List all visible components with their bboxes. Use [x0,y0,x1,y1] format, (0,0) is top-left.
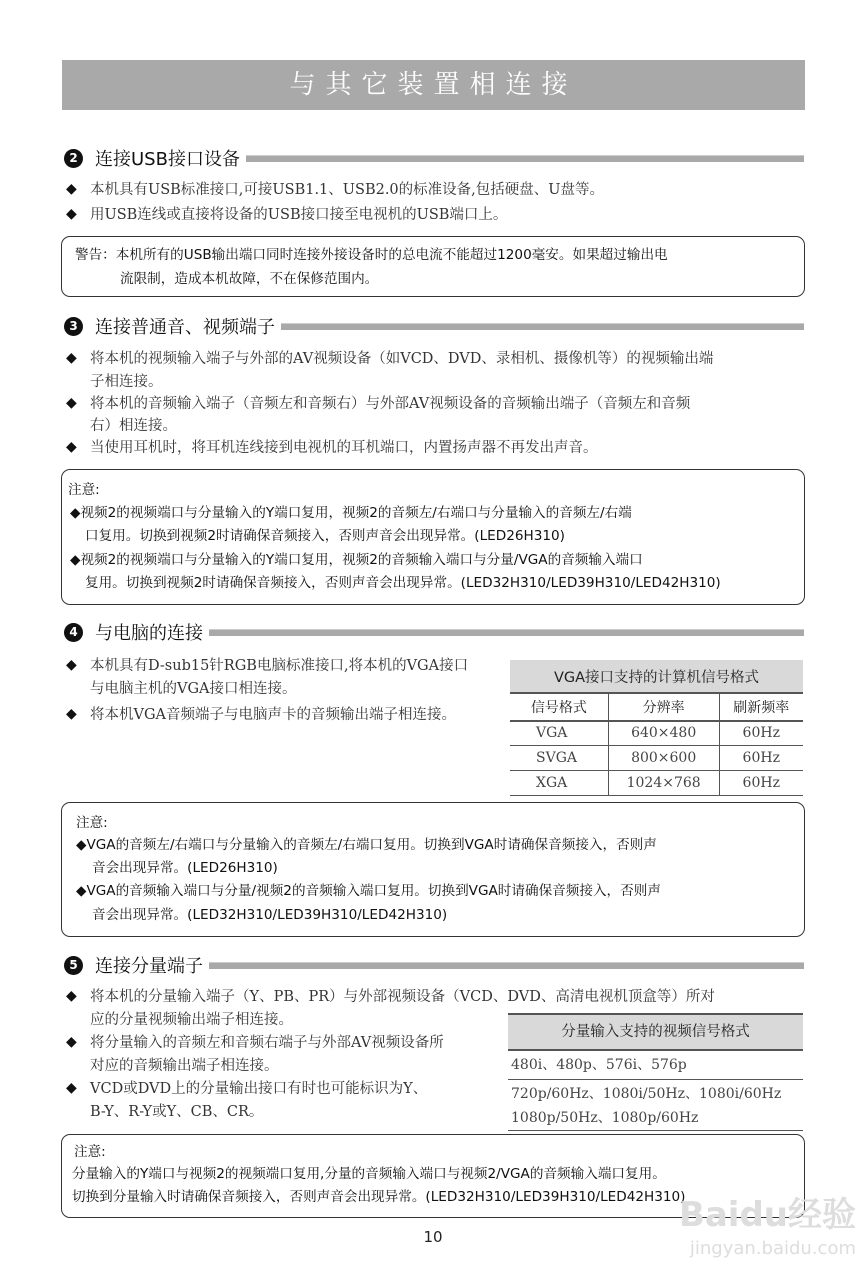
section-heading-pc [62,619,804,645]
bullet-text: 应的分量视频输出端子相连接。 [90,1012,293,1028]
table-cell: 1080p/50Hz、1080p/60Hz [511,1110,699,1126]
bullet-icon: ◆ [66,988,77,1004]
section-heading-usb [62,145,804,171]
bullet-text: 本机具有D-sub15针RGB电脑标准接口,将本机的VGA接口 [90,658,469,674]
watermark-url: jingyan.baidu.com [689,1238,856,1259]
bullet-text: 与电脑主机的VGA接口相连接。 [90,681,297,697]
table-row: 480i、480p、576i、576p [508,1051,803,1080]
table-row [510,770,803,795]
table-cell: XGA [510,770,608,795]
section-number: 5 [64,956,83,975]
bullet-icon: ◆ [66,350,77,366]
bullet-text: 本机具有USB标准接口,可接USB1.1、USB2.0的标准设备,包括硬盘、U盘等。 [90,182,604,198]
bullet-text: 将本机的视频输入端子与外部的AV视频设备（如VCD、DVD、录相机、摄像机等）的视频输出端 [90,351,714,367]
section-title: 连接USB接口设备 [95,149,240,170]
bullet-text: 当使用耳机时，将耳机连线接到电视机的耳机端口，内置扬声器不再发出声音。 [90,440,598,456]
section-heading-av [62,313,804,339]
table-cell: 60Hz [742,749,780,766]
vga-format-table [510,660,803,796]
bullet-text: 将分量输入的音频左和音频右端子与外部AV视频设备所 [90,1035,444,1051]
warning-text: 警告：本机所有的USB输出端口同时连接外接设备时的总电流不能超过1200毫安。如果超过输出电 [75,247,668,263]
bullet-icon: ◆ [66,657,77,673]
divider [209,629,804,636]
component-format-table [508,1013,803,1131]
bullet-text: 子相连接。 [90,374,163,390]
table-header: 刷新频率 [733,700,790,716]
table-header: 信号格式 [510,693,608,721]
table-cell: VGA [510,721,608,745]
section-title: 连接普通音、视频端子 [95,317,275,338]
bullet-icon: ◆ [66,181,77,197]
section-number: 3 [64,317,83,336]
warning-text: 流限制，造成本机故障，不在保修范围内。 [120,271,379,287]
note-text: ◆VGA的音频输入端口与分量/视频2的音频输入端口复用。切换到VGA时请确保音频接入，否则声 [76,883,661,899]
note-label: 注意: [76,815,108,831]
table-cell: SVGA [510,745,608,770]
section-number: 4 [64,623,83,642]
section-heading-component [62,952,804,978]
bullet-text: 将本机的音频输入端子（音频左和音频右）与外部AV视频设备的音频输出端子（音频左和音频 [90,396,691,412]
bullet-icon: ◆ [66,206,77,222]
table-title: VGA接口支持的计算机信号格式 [510,660,803,693]
divider [246,155,804,162]
bullet-text: 对应的音频输出端子相连接。 [90,1058,279,1074]
bullet-icon: ◆ [66,706,77,722]
table-cell: 60Hz [742,774,780,791]
table-title: 分量输入支持的视频信号格式 [508,1015,803,1051]
table-row [510,721,803,745]
divider [209,962,804,969]
page-title: 与其它装置相连接 [62,60,805,110]
note-text: 音会出现异常。(LED32H310/LED39H310/LED42H310) [92,907,448,923]
page-number: 10 [423,1228,443,1246]
note-text: ◆视频2的视频端口与分量输入的Y端口复用，视频2的音频输入端口与分量/VGA的音频输入端口 [70,552,643,568]
section-number: 2 [64,149,83,168]
note-text: 口复用。切换到视频2时请确保音频接入，否则声音会出现异常。(LED26H310) [85,528,565,544]
section-title: 与电脑的连接 [95,623,203,644]
note-text: 切换到分量输入时请确保音频接入，否则声音会出现异常。(LED32H310/LED39H310/LED42H310) [72,1189,686,1205]
table-cell: 1024×768 [608,770,719,795]
table-cell: 720p/60Hz、1080i/50Hz、1080i/60Hz [511,1086,782,1102]
divider [281,323,804,330]
bullet-text: 用USB连线或直接将设备的USB接口接至电视机的USB端口上。 [90,207,508,223]
bullet-text: 将本机的分量输入端子（Y、PB、PR）与外部视频设备（VCD、DVD、高清电视机顶盒等）所对 [90,989,715,1005]
bullet-text: 将本机VGA音频端子与电脑声卡的音频输出端子相连接。 [90,707,457,723]
bullet-icon: ◆ [66,1034,77,1050]
note-text: 分量输入的Y端口与视频2的视频端口复用,分量的音频输入端口与视频2/VGA的音频输入端口复用。 [72,1166,666,1182]
table-row [510,745,803,770]
section-title: 连接分量端子 [95,956,203,977]
table-header: 分辨率 [608,693,719,721]
bullet-icon: ◆ [66,395,77,411]
bullet-icon: ◆ [66,1080,77,1096]
note-text: 复用。切换到视频2时请确保音频接入，否则声音会出现异常。(LED32H310/LED39H310/LED42H310) [85,575,721,591]
note-text: ◆VGA的音频左/右端口与分量输入的音频左/右端口复用。切换到VGA时请确保音频接入，否则声 [76,837,657,853]
note-text: 音会出现异常。(LED26H310) [92,860,278,876]
table-row [508,1080,803,1131]
note-text: ◆视频2的视频端口与分量输入的Y端口复用，视频2的音频左/右端口与分量输入的音频左/右端 [70,505,632,521]
watermark-logo: Baidu经验 [678,1195,856,1235]
table-cell: 800×600 [608,745,719,770]
bullet-text: 右）相连接。 [90,418,177,434]
bullet-text: VCD或DVD上的分量输出接口有时也可能标识为Y、 [90,1081,428,1097]
table-cell: 60Hz [742,725,780,742]
bullet-text: B-Y、R-Y或Y、CB、CR。 [90,1104,264,1120]
table-cell: 640×480 [608,721,719,745]
note-label: 注意: [74,1144,106,1160]
note-label: 注意: [68,482,100,498]
bullet-icon: ◆ [66,439,77,455]
